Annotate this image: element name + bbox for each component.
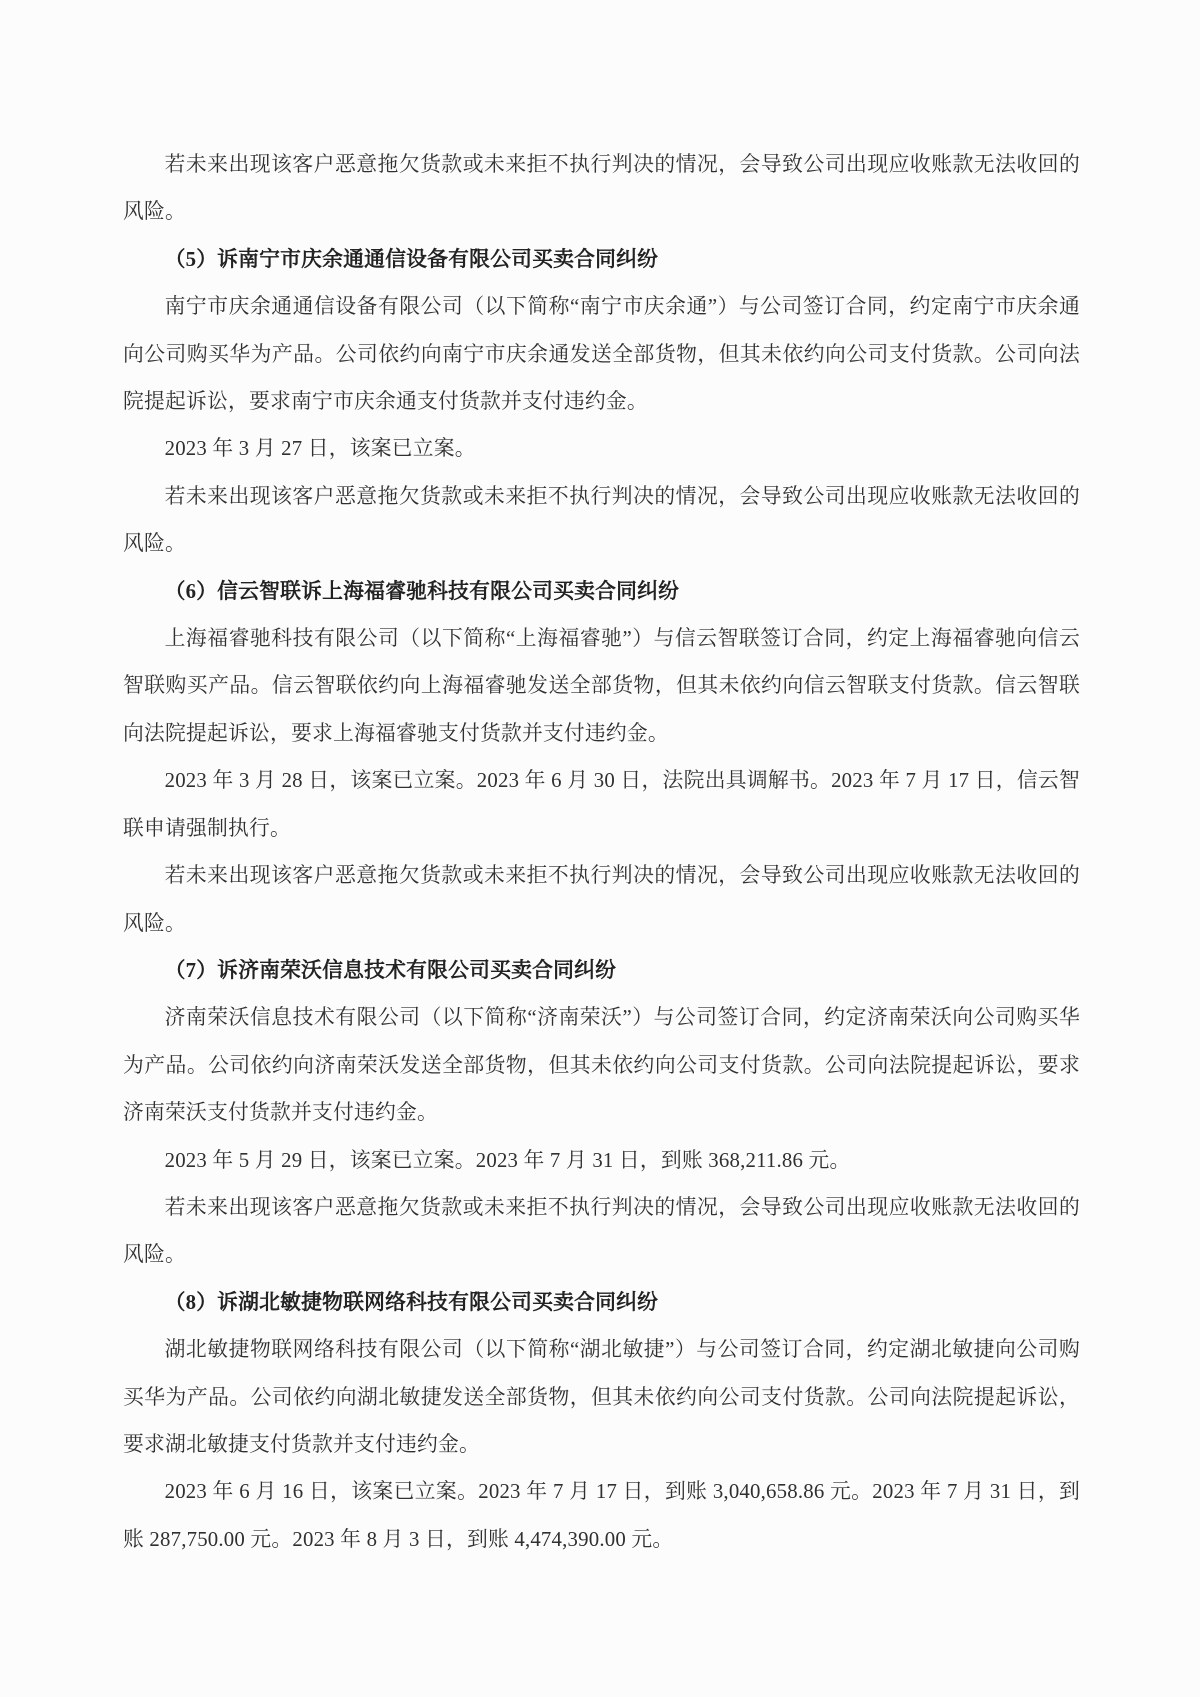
paragraph-risk-carryover: 若未来出现该客户恶意拖欠货款或未来拒不执行判决的情况，会导致公司出现应收账款无法收回的风险。 <box>123 153 1080 224</box>
paragraph-case-8-description: 湖北敏捷物联网络科技有限公司（以下简称“湖北敏捷”）与公司签订合同，约定湖北敏捷向公司购买华为产品。公司依约向湖北敏捷发送全部货物，但其未依约向公司支付货款。公司向法院提起诉讼，要求湖北敏捷支付货款并支付违约金。 <box>123 1338 1080 1456</box>
paragraph-case-7-filing-date: 2023 年 5 月 29 日，该案已立案。2023 年 7 月 31 日，到账 368,211.86 元。 <box>164 1148 851 1172</box>
paragraph-case-7-risk: 若未来出现该客户恶意拖欠货款或未来拒不执行判决的情况，会导致公司出现应收账款无法收回的风险。 <box>123 1195 1080 1267</box>
section-heading-7: （7）诉济南荣沃信息技术有限公司买卖合同纠纷 <box>164 958 617 982</box>
paragraph-case-6-description: 上海福睿驰科技有限公司（以下简称“上海福睿驰”）与信云智联签订合同，约定上海福睿驰向信云智联购买产品。信云智联依约向上海福睿驰发送全部货物，但其未依约向信云智联支付货款。信云智联向法院提起诉讼，要求上海福睿驰支付货款并支付违约金。 <box>123 627 1080 745</box>
section-heading-6: （6）信云智联诉上海福睿驰科技有限公司买卖合同纠纷 <box>164 579 680 603</box>
paragraph-case-5-risk: 若未来出现该客户恶意拖欠货款或未来拒不执行判决的情况，会导致公司出现应收账款无法收回的风险。 <box>123 484 1080 556</box>
paragraph-case-5-filing-date: 2023 年 3 月 27 日，该案已立案。 <box>164 437 476 461</box>
paragraph-case-6-risk: 若未来出现该客户恶意拖欠货款或未来拒不执行判决的情况，会导致公司出现应收账款无法收回的风险。 <box>123 864 1080 935</box>
section-heading-8: （8）诉湖北敏捷物联网络科技有限公司买卖合同纠纷 <box>164 1290 659 1314</box>
section-heading-5: （5）诉南宁市庆余通通信设备有限公司买卖合同纠纷 <box>164 247 659 271</box>
paragraph-case-7-description: 济南荣沃信息技术有限公司（以下简称“济南荣沃”）与公司签订合同，约定济南荣沃向公司购买华为产品。公司依约向济南荣沃发送全部货物，但其未依约向公司支付货款。公司向法院提起诉讼，要求济南荣沃支付货款并支付违约金。 <box>123 1006 1080 1125</box>
paragraph-case-6-filing-date: 2023 年 3 月 28 日，该案已立案。2023 年 6 月 30 日，法院出具调解书。2023 年 7 月 17 日，信云智联申请强制执行。 <box>123 769 1080 840</box>
paragraph-case-8-filing-date: 2023 年 6 月 16 日，该案已立案。2023 年 7 月 17 日，到账 3,040,658.86 元。2023 年 7 月 31 日，到账 287,750.00 元。2023 年 8 月 3 日，到账 4,474,390.00 元。 <box>123 1480 1080 1551</box>
paragraph-case-5-description: 南宁市庆余通通信设备有限公司（以下简称“南宁市庆余通”）与公司签订合同，约定南宁市庆余通向公司购买华为产品。公司依约向南宁市庆余通发送全部货物，但其未依约向公司支付货款。公司向法院提起诉讼，要求南宁市庆余通支付货款并支付违约金。 <box>123 295 1080 414</box>
